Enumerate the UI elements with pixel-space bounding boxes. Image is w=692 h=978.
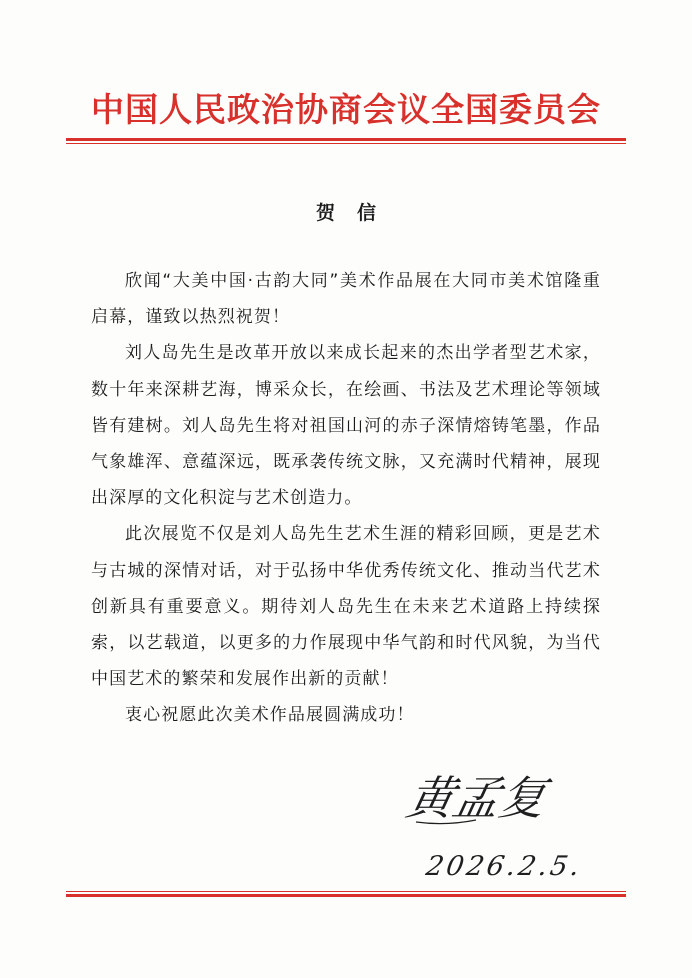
letter-body xyxy=(91,263,601,734)
footer-rule-thick xyxy=(66,894,626,897)
letterhead-rule-thick xyxy=(66,138,626,141)
letterhead-title: 中国人民政治协商会议全国委员会 xyxy=(91,90,601,129)
date-glyphs: 2026.2.5. xyxy=(423,851,585,882)
handwritten-date xyxy=(422,846,587,884)
handwritten-signature xyxy=(398,760,568,830)
document-title: 贺信 xyxy=(315,202,398,224)
paragraph-3: 此次展览不仅是刘人岛先生艺术生涯的精彩回顾，更是艺术与古城的深情对话，对于弘扬中华优秀传统文化、推动当代艺术创新具有重要意义。期待刘人岛先生在未来艺术道路上持续探索，以艺载道，以更多的力作展现中华气韵和时代风貌，为当代中国艺术的繁荣和发展作出新的贡献！ xyxy=(91,524,601,690)
paragraph-1: 欣闻“大美中国·古韵大同”美术作品展在大同市美术馆隆重启幕，谨致以热烈祝贺！ xyxy=(91,271,601,328)
paragraph-4: 衷心祝愿此次美术作品展圆满成功！ xyxy=(125,705,415,726)
signature-glyphs: 黄孟复 xyxy=(402,771,552,825)
paragraph-2: 刘人岛先生是改革开放以来成长起来的杰出学者型艺术家，数十年来深耕艺海，博采众长，在绘画、书法及艺术理论等领域皆有建树。刘人岛先生将对祖国山河的赤子深情熔铸笔墨，作品气象雄浑、意蕴深远，既承袭传统文脉，又充满时代精神，展现出深厚的文化积淀与艺术创造力。 xyxy=(91,343,601,509)
footer-rule-thin xyxy=(66,891,626,892)
letterhead-rule-thin xyxy=(66,143,626,144)
